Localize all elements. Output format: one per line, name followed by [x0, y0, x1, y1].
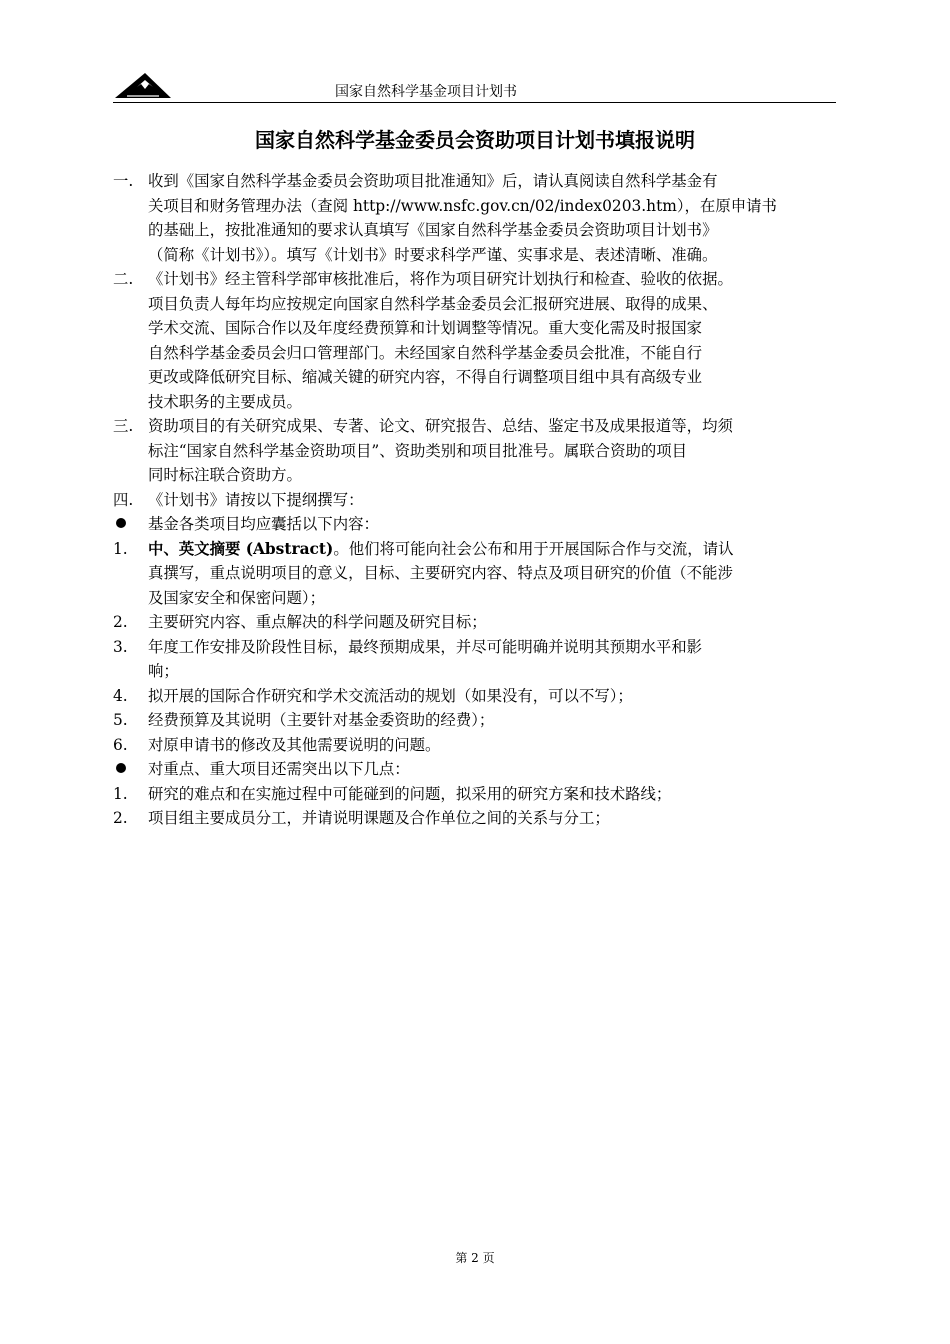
nsfc-mountain-logo-icon	[115, 70, 171, 100]
abstract-label: 中、英文摘要 (Abstract)	[148, 539, 334, 558]
general-item-3	[113, 635, 848, 684]
text-line: 及国家安全和保密问题）；	[148, 588, 325, 607]
section-1	[113, 169, 848, 267]
page-header	[113, 66, 836, 103]
key-item-1	[113, 782, 848, 807]
text-line: 对原申请书的修改及其他需要说明的问题。	[148, 735, 441, 754]
general-item-5	[113, 708, 848, 733]
page-number: 第 2 页	[455, 1251, 495, 1265]
text-line: 年度工作安排及阶段性目标，最终预期成果，并尽可能明确并说明其预期水平和影	[148, 637, 703, 656]
text-line: 真撰写，重点说明项目的意义，目标、主要研究内容、特点及项目研究的价值（不能涉	[148, 564, 733, 582]
item-marker: 6.	[113, 735, 128, 754]
general-item-6	[113, 733, 848, 758]
text-line: （简称《计划书》）。填写《计划书》时要求科学严谨、实事求是、表述清晰、准确。	[148, 245, 718, 264]
text-line: 对重点、重大项目还需突出以下几点：	[148, 760, 410, 778]
key-item-2	[113, 806, 848, 831]
text-segment: 。他们将可能向社会公布和用于开展国际合作与交流，请认	[333, 539, 734, 558]
text-line: 技术职务的主要成员。	[148, 392, 302, 411]
section-4	[113, 488, 848, 513]
header-title: 国家自然科学基金项目计划书	[335, 84, 517, 100]
section-marker: 三.	[113, 417, 134, 435]
section-2	[113, 267, 848, 414]
text-line: 项目负责人每年均应按规定向国家自然科学基金委员会汇报研究进展、取得的成果、	[148, 294, 718, 313]
text-line: 研究的难点和在实施过程中可能碰到的问题，拟采用的研究方案和技术路线；	[148, 784, 672, 803]
text-line: 标注“国家自然科学基金资助项目”、资助类别和项目批准号。属联合资助的项目	[148, 441, 688, 460]
text-line: 学术交流、国际合作以及年度经费预算和计划调整等情况。重大变化需及时报国家	[148, 319, 703, 337]
bullet-dot-icon	[116, 763, 126, 773]
text-line: 的基础上，按批准通知的要求认真填写《国家自然科学基金委员会资助项目计划书》	[148, 221, 718, 239]
text-line: 项目组主要成员分工，并请说明课题及合作单位之间的关系与分工；	[148, 809, 610, 827]
item-marker: 2.	[113, 809, 128, 827]
section-marker: 二.	[113, 270, 134, 288]
section-3	[113, 414, 848, 488]
text-line: 自然科学基金委员会归口管理部门。未经国家自然科学基金委员会批准，不能自行	[148, 343, 703, 362]
item-marker: 1.	[113, 784, 128, 803]
text-line: 《计划书》请按以下提纲撰写：	[148, 490, 364, 509]
document-title: 国家自然科学基金委员会资助项目计划书填报说明	[255, 128, 695, 152]
item-marker: 5.	[113, 711, 128, 729]
item-marker: 3.	[113, 637, 128, 656]
key-bullet	[113, 757, 848, 782]
general-bullet	[113, 512, 848, 537]
text-line: 同时标注联合资助方。	[148, 466, 302, 484]
text-line: 主要研究内容、重点解决的科学问题及研究目标；	[148, 613, 487, 631]
general-item-4	[113, 684, 848, 709]
item-marker: 4.	[113, 686, 128, 705]
text-line: 《计划书》经主管科学部审核批准后，将作为项目研究计划执行和检查、验收的依据。	[148, 270, 733, 288]
general-item-1	[113, 537, 848, 611]
text-line: 基金各类项目均应囊括以下内容：	[148, 515, 379, 533]
text-line: 关项目和财务管理办法（查阅 http://www.nsfc.gov.cn/02/index0203.htm），在原申请书	[148, 196, 777, 215]
text-line: 资助项目的有关研究成果、专著、论文、研究报告、总结、鉴定书及成果报道等，均须	[148, 417, 733, 435]
section-marker: 一.	[113, 172, 134, 190]
text-line: 拟开展的国际合作研究和学术交流活动的规划（如果没有，可以不写）；	[148, 686, 633, 705]
general-item-2	[113, 610, 848, 635]
text-line: 响；	[148, 662, 179, 680]
bullet-dot-icon	[116, 518, 126, 528]
text-line: 经费预算及其说明（主要针对基金委资助的经费）；	[148, 711, 495, 729]
text-line	[113, 537, 848, 562]
item-marker: 2.	[113, 613, 128, 631]
text-line: 收到《国家自然科学基金委员会资助项目批准通知》后，请认真阅读自然科学基金有	[148, 172, 718, 190]
document-body	[113, 169, 848, 831]
text-line: 更改或降低研究目标、缩减关键的研究内容，不得自行调整项目组中具有高级专业	[148, 368, 703, 386]
section-marker: 四.	[113, 490, 134, 509]
item-marker: 1.	[113, 539, 128, 558]
